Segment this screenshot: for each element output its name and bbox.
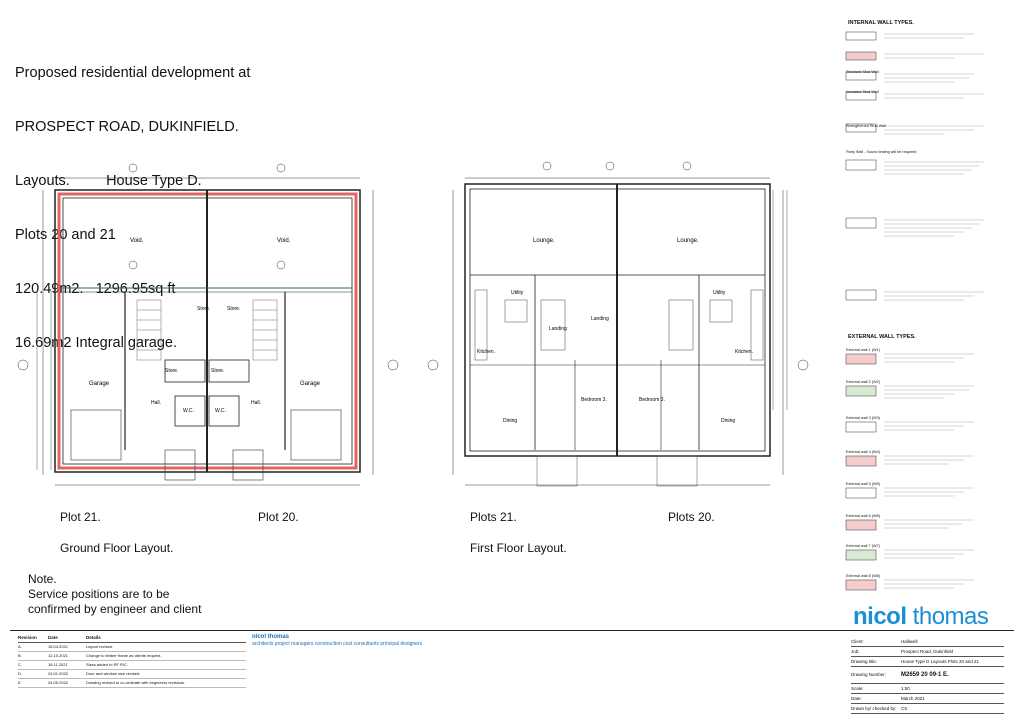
footer-divider <box>10 630 1014 631</box>
rev-date: 18.04.2021 <box>48 644 69 649</box>
external-wall-1-label: External wall 1 (W1) <box>846 348 880 352</box>
title-line-1: Proposed residential development at <box>15 65 251 81</box>
rev-details: Change to timber frame as clients request. <box>86 653 162 658</box>
title-block-label: Drawing Number: <box>851 672 887 677</box>
title-block-row <box>851 667 1004 684</box>
external-wall-2-label: External wall 2 (W2) <box>846 380 880 384</box>
title-block-value: Prospect Road, Dukinfield <box>901 649 954 654</box>
void-label-left: Void. <box>130 238 144 244</box>
revision-row <box>18 679 246 688</box>
rev-date: 12.10.2021 <box>48 653 69 658</box>
landing-label-left: Landing <box>549 326 567 332</box>
company-block <box>252 634 582 648</box>
external-wall-5-label: External wall 5 (W5) <box>846 482 880 486</box>
revision-header <box>18 634 246 643</box>
title-block-value: Halliwell <box>901 639 918 644</box>
dining-label-right: Dining <box>721 418 736 424</box>
external-wall-4-label: External wall 4 (W4) <box>846 450 880 454</box>
brand-logo <box>853 603 988 631</box>
store-upper-label-left: Store. <box>197 306 211 312</box>
note-line-1: Service positions are to be <box>28 587 170 601</box>
bedroom3-label-left: Bedroom 3. <box>581 397 607 403</box>
title-line-2: PROSPECT ROAD, DUKINFIELD. <box>15 119 239 135</box>
title-line-5: 120.49m2. 1296.95sq ft <box>15 281 176 297</box>
external-wall-8-label: External wall 8 (W8) <box>846 574 880 578</box>
wall-types-legend <box>838 14 1018 614</box>
rev-date: 24.01.2022 <box>48 671 69 676</box>
note-line-2: confirmed by engineer and client <box>28 602 202 616</box>
title-block-row <box>851 694 1004 704</box>
title-line-6: 16.69m2 Integral garage. <box>15 335 178 351</box>
rev-details: Sizes added to RF R/C. <box>86 662 129 667</box>
internal-wall-types-title: INTERNAL WALL TYPES. <box>848 20 914 26</box>
internal-wall-swatches <box>844 28 1014 338</box>
brand-light: thomas <box>906 603 989 630</box>
brand-bold: nicol <box>853 603 907 630</box>
rev-code: B. <box>18 653 22 658</box>
store-label-left: Store. <box>165 368 179 374</box>
rev-code: D. <box>18 671 22 676</box>
title-block-row <box>851 684 1004 694</box>
wc-label-left: W.C. <box>183 408 194 414</box>
void-label-right: Void. <box>277 238 291 244</box>
revision-row <box>18 670 246 679</box>
first-floor-plan <box>425 160 825 500</box>
title-block-row <box>851 647 1004 657</box>
title-block-row <box>851 657 1004 667</box>
lounge-label-right: Lounge. <box>677 238 699 244</box>
rev-header-revision: Revision <box>18 635 37 640</box>
external-wall-7-label: External wall 7 (W7) <box>846 544 880 548</box>
utility-label-right: Utility <box>713 290 726 296</box>
revision-row <box>18 643 246 652</box>
first-floor-label: First Floor Layout. <box>470 541 567 555</box>
garage-label-right: Garage <box>300 381 321 387</box>
revision-row <box>18 661 246 670</box>
bedroom3-label-right: Bedroom 3. <box>639 397 665 403</box>
title-block-label: Job: <box>851 649 860 654</box>
insulated-stud-wall-label: Insulated Stud Wall <box>846 90 879 94</box>
ground-floor-label: Ground Floor Layout. <box>60 541 174 555</box>
rev-date: 18.11.2021 <box>48 662 68 667</box>
title-block-label: Scale: <box>851 686 864 691</box>
kitchen-label-left: Kitchen. <box>477 349 496 355</box>
strengthened-stud-wall-label: Strengthened Stud Wall <box>846 124 886 128</box>
rev-code: C. <box>18 662 22 667</box>
title-block-value: 1:50 <box>901 686 910 691</box>
title-line-4: Plots 20 and 21 <box>15 227 116 243</box>
company-name: nicol thomas <box>252 634 290 640</box>
store-upper-label-right: Store. <box>227 306 241 312</box>
rev-date: 24.05.2022 <box>48 680 69 685</box>
company-tag: architects project managers construction cost consultants principal designers <box>252 641 423 647</box>
note-title: Note. <box>28 572 57 586</box>
rev-details: Drawing revised to co-ordinate with engineers revisions. <box>86 680 186 685</box>
rev-details: Layout revised. <box>86 644 114 649</box>
lounge-label-left: Lounge. <box>533 238 555 244</box>
ff-plot-20-label: Plots 20. <box>668 510 715 524</box>
title-block-label: Date: <box>851 696 862 701</box>
hall-label-left: Hall. <box>151 400 162 406</box>
rev-details: Door and window size revised. <box>86 671 141 676</box>
standard-stud-wall-label: Standard Stud Wall <box>846 70 879 74</box>
store-label-right: Store. <box>211 368 225 374</box>
ground-floor-plan <box>15 160 415 500</box>
title-block-label: Client: <box>851 639 864 644</box>
kitchen-label-right: Kitchen. <box>735 349 754 355</box>
title-block-value: House Type D Layouts Plots 20 and 21 <box>901 659 979 664</box>
gf-plot-21-label: Plot 21. <box>60 510 101 524</box>
title-block-value: CS <box>901 706 908 711</box>
note <box>28 572 201 617</box>
title-block-value: M2659 20 09-1 E. <box>901 672 949 678</box>
title-block-row <box>851 704 1004 714</box>
title-block-row <box>851 637 1004 647</box>
external-wall-6-label: External wall 6 (W6) <box>846 514 880 518</box>
rev-header-details: Details <box>86 635 101 640</box>
external-wall-types-title: EXTERNAL WALL TYPES. <box>848 334 916 340</box>
gf-plot-20-label: Plot 20. <box>258 510 299 524</box>
landing-label-mid: Landing <box>591 316 609 322</box>
rev-header-date: Date <box>48 635 58 640</box>
garage-label-left: Garage <box>89 381 110 387</box>
title-block-value: March 2021 <box>901 696 925 701</box>
title-block <box>851 637 1004 717</box>
revision-table <box>18 634 246 714</box>
rev-code: A. <box>18 644 22 649</box>
party-wall-label: Party Wall - Sound testing will be required <box>846 150 917 154</box>
rev-code: E. <box>18 680 22 685</box>
title-line-3: Layouts. House Type D. <box>15 173 202 189</box>
hall-label-right: Hall. <box>251 400 262 406</box>
wc-label-right: W.C. <box>215 408 226 414</box>
dining-label-left: Dining <box>503 418 518 424</box>
title-block-label: Drawing title: <box>851 659 878 664</box>
title-block-label: Drawn by/ checked by: <box>851 706 897 711</box>
external-wall-3-label: External wall 3 (W3) <box>846 416 880 420</box>
revision-row <box>18 652 246 661</box>
utility-label-left: Utility <box>511 290 524 296</box>
ff-plot-21-label: Plots 21. <box>470 510 517 524</box>
